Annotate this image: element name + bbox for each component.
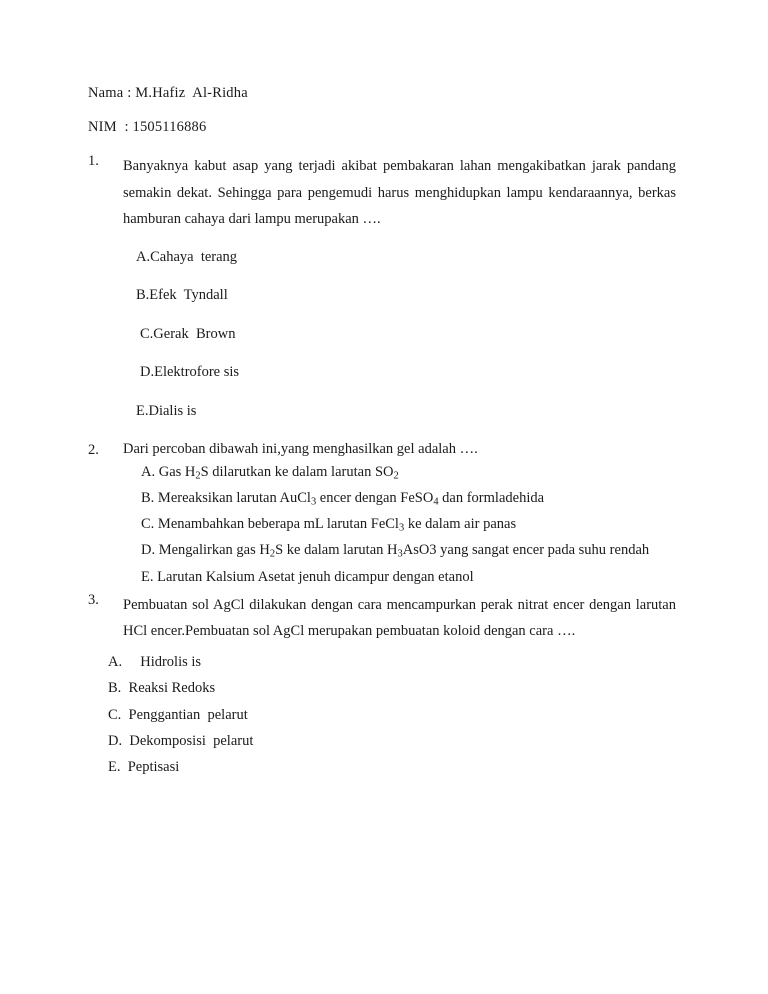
option-2-d[interactable]: D. Mengalirkan gas $H_2S$ ke dalam larutan $H_3AsO3$ yang sangat encer pada suhu rendah	[141, 542, 650, 560]
option-1-d[interactable]: D.Elektrofore sis	[140, 364, 240, 380]
question-text-1: Banyaknya kabut asap yang terjadi akibat pembakaran lahan mengakibatkan jarak pandang semakin dekat. Sehingga para pengemudi harus menghidupkan lampu kendaraannya, berkas hamburan cahaya dari lampu merupakan ….	[123, 158, 676, 227]
question-item-2	[88, 442, 676, 457]
option-list-1	[136, 250, 676, 419]
option-2-a[interactable]: A. Gas $H_2S$ dilarutkan ke dalam larutan $SO_2$	[141, 463, 399, 481]
option-1-b[interactable]: B.Efek Tyndall	[136, 287, 228, 303]
option-3-a[interactable]: A. Hidrolis is	[108, 653, 202, 670]
question-number-1: 1.	[88, 153, 99, 169]
option-1-a[interactable]: A.Cahaya terang	[136, 248, 238, 265]
question-item-3	[88, 592, 676, 645]
option-2-b[interactable]: B. Mereaksikan larutan AuCl$_3$ encer dengan FeSO$_4$ dan formladehida	[141, 489, 545, 508]
question-number-3: 3.	[88, 591, 99, 608]
question-text-2: Dari percoban dibawah ini,yang menghasilkan gel adalah ….	[123, 441, 478, 457]
option-3-b[interactable]: B. Reaksi Redoks	[108, 680, 216, 697]
student-name-line: Nama : M.Hafiz Al-Ridha	[88, 85, 248, 101]
document-content	[88, 86, 676, 780]
question-number-2: 2.	[88, 442, 99, 458]
question-item-1	[88, 153, 676, 233]
option-3-d[interactable]: D. Dekomposisi pelarut	[108, 732, 254, 749]
student-nim-line: NIM : 1505116886	[88, 118, 207, 135]
option-3-e[interactable]: E. Peptisasi	[108, 759, 180, 776]
option-list-2	[141, 459, 676, 590]
option-1-e[interactable]: E.Dialis is	[136, 402, 197, 419]
question-text-3: Pembuatan sol AgCl dilakukan dengan cara mencampurkan perak nitrat encer dengan larutan HCl encer.Pembuatan sol AgCl merupakan pembuatan koloid dengan cara ….	[123, 596, 676, 640]
option-2-c[interactable]: C. Menambahkan beberapa mL larutan FeCl$_3$ ke dalam air panas	[141, 516, 517, 534]
option-2-e[interactable]: E. Larutan Kalsium Asetat jenuh dicampur dengan etanol	[141, 568, 474, 585]
option-3-c[interactable]: C. Penggantian pelarut	[108, 706, 248, 723]
option-1-c[interactable]: C.Gerak Brown	[140, 325, 236, 342]
option-list-3	[108, 649, 676, 780]
